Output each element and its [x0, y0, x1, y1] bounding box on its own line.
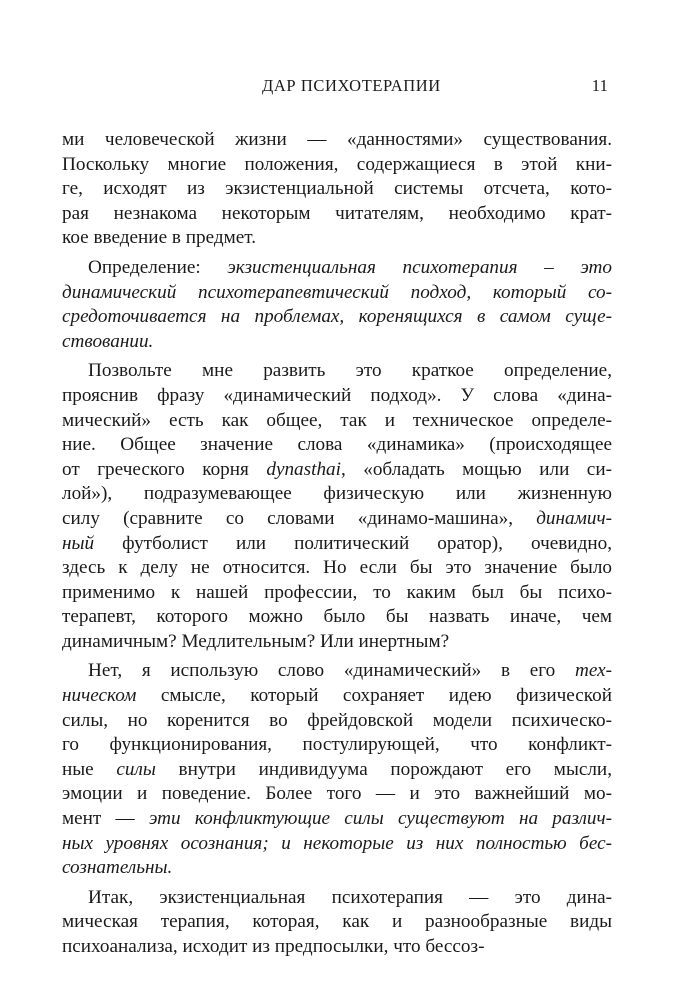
paragraph: [62, 886, 612, 960]
text-line: [62, 733, 612, 758]
text-run: кое введение в предмет.: [62, 227, 257, 249]
text-line: [62, 330, 612, 355]
text-line: [62, 659, 612, 684]
italic-run: динамический психотерапевтический подход, который со-: [62, 281, 612, 303]
text-line: [62, 556, 612, 581]
text-line: [62, 153, 612, 178]
text-run: Поскольку многие положения, содержащиеся в этой кни-: [62, 153, 612, 175]
text-run: Итак, экзистенциальная психотерапия — это дина-: [88, 886, 612, 908]
italic-run: ническом: [62, 685, 137, 707]
body-text: [62, 128, 612, 960]
text-run: ге, исходят из экзистенциальной системы отсчета, кото-: [62, 178, 612, 200]
text-line: [62, 177, 612, 202]
italic-run: динамич-: [536, 507, 612, 529]
text-run: ние. Общее значение слова «динамика» (происходящее: [62, 434, 612, 456]
running-header: [62, 76, 612, 100]
text-line: [62, 832, 612, 857]
text-line: [62, 507, 612, 532]
paragraph: [62, 659, 612, 880]
text-line: [62, 605, 612, 630]
text-line: [62, 709, 612, 734]
text-line: [62, 856, 612, 881]
italic-run: тех-: [574, 660, 612, 682]
paragraph: [62, 256, 612, 354]
text-line: [62, 807, 612, 832]
text-run: смысле, который сохраняет идею физической: [136, 685, 612, 707]
text-run: ми человеческой жизни — «данностями» существования.: [62, 129, 612, 150]
text-run: терапевт, которого можно было бы назвать иначе, чем: [62, 606, 612, 628]
text-run: , «обладать мощью или си-: [340, 458, 612, 480]
text-line: [62, 532, 612, 557]
text-run: мический» есть как общее, так и техническое определе-: [62, 409, 612, 431]
text-run: эмоции и поведение. Более того — и это важнейший мо-: [62, 783, 612, 805]
running-title: ДАР ПСИХОТЕРАПИИ: [262, 76, 441, 95]
text-run: Позвольте мне развить это краткое определение,: [88, 360, 612, 382]
text-line: [62, 256, 612, 281]
text-run: внутри индивидуума порождают его мысли,: [155, 758, 612, 780]
book-page: [62, 0, 612, 1000]
paragraph: [62, 128, 612, 251]
text-line: [62, 910, 612, 935]
text-run: силу (сравните со словами «динамо-машина»,: [62, 507, 537, 529]
text-line: [62, 458, 612, 483]
text-run: Определение:: [88, 256, 228, 278]
text-run: рая незнакома некоторым читателям, необходимо крат-: [62, 202, 612, 224]
italic-run: экзистенциальная психотерапия – это: [227, 256, 612, 278]
text-line: [62, 202, 612, 227]
text-line: [62, 281, 612, 306]
italic-run: сознательны.: [62, 857, 173, 879]
text-run: ные: [62, 758, 117, 780]
text-run: здесь к делу не относится. Но если бы это значение было: [62, 557, 612, 579]
text-run: применимо к нашей профессии, то каким был бы психо-: [62, 581, 612, 603]
text-run: от греческого корня: [62, 458, 267, 480]
text-line: [62, 384, 612, 409]
text-line: [62, 758, 612, 783]
text-line: [62, 782, 612, 807]
italic-run: эти конфликтующие силы существуют на различ-: [148, 808, 613, 830]
italic-run: средоточивается на проблемах, коренящихся в самом суще-: [62, 306, 612, 328]
text-run: динамичным? Медлительным? Или инертным?: [62, 630, 450, 652]
italic-run: ствовании.: [62, 330, 154, 352]
text-line: [62, 128, 612, 153]
text-line: [62, 482, 612, 507]
page-number: 11: [591, 76, 608, 95]
text-run: силы, но коренится во фрейдовской модели психическо-: [62, 709, 612, 731]
text-run: лой»), подразумевающее физическую или жизненную: [62, 483, 612, 505]
text-run: психоанализа, исходит из предпосылки, что бессоз-: [62, 936, 485, 957]
text-line: [62, 359, 612, 384]
text-line: [62, 935, 612, 960]
text-line: [62, 684, 612, 709]
text-run: футболист или политический оратор), очевидно,: [94, 532, 612, 554]
text-line: [62, 409, 612, 434]
text-run: прояснив фразу «динамический подход». У слова «дина-: [62, 384, 612, 406]
text-line: [62, 226, 612, 251]
text-line: [62, 630, 612, 655]
italic-run: ный: [62, 532, 95, 554]
text-line: [62, 581, 612, 606]
text-line: [62, 433, 612, 458]
text-run: Нет, я использую слово «динамический» в его: [88, 660, 575, 682]
italic-run: ных уровнях осознания; и некоторые из них полностью бес-: [62, 832, 612, 854]
text-line: [62, 305, 612, 330]
paragraph: [62, 359, 612, 654]
italic-run: dynasthai: [266, 458, 341, 480]
text-run: мическая терапия, которая, как и разнообразные виды: [62, 911, 612, 933]
italic-run: силы: [116, 758, 156, 780]
text-run: го функционирования, постулирующей, что конфликт-: [62, 734, 612, 756]
text-line: [62, 886, 612, 911]
text-run: мент —: [62, 808, 149, 830]
